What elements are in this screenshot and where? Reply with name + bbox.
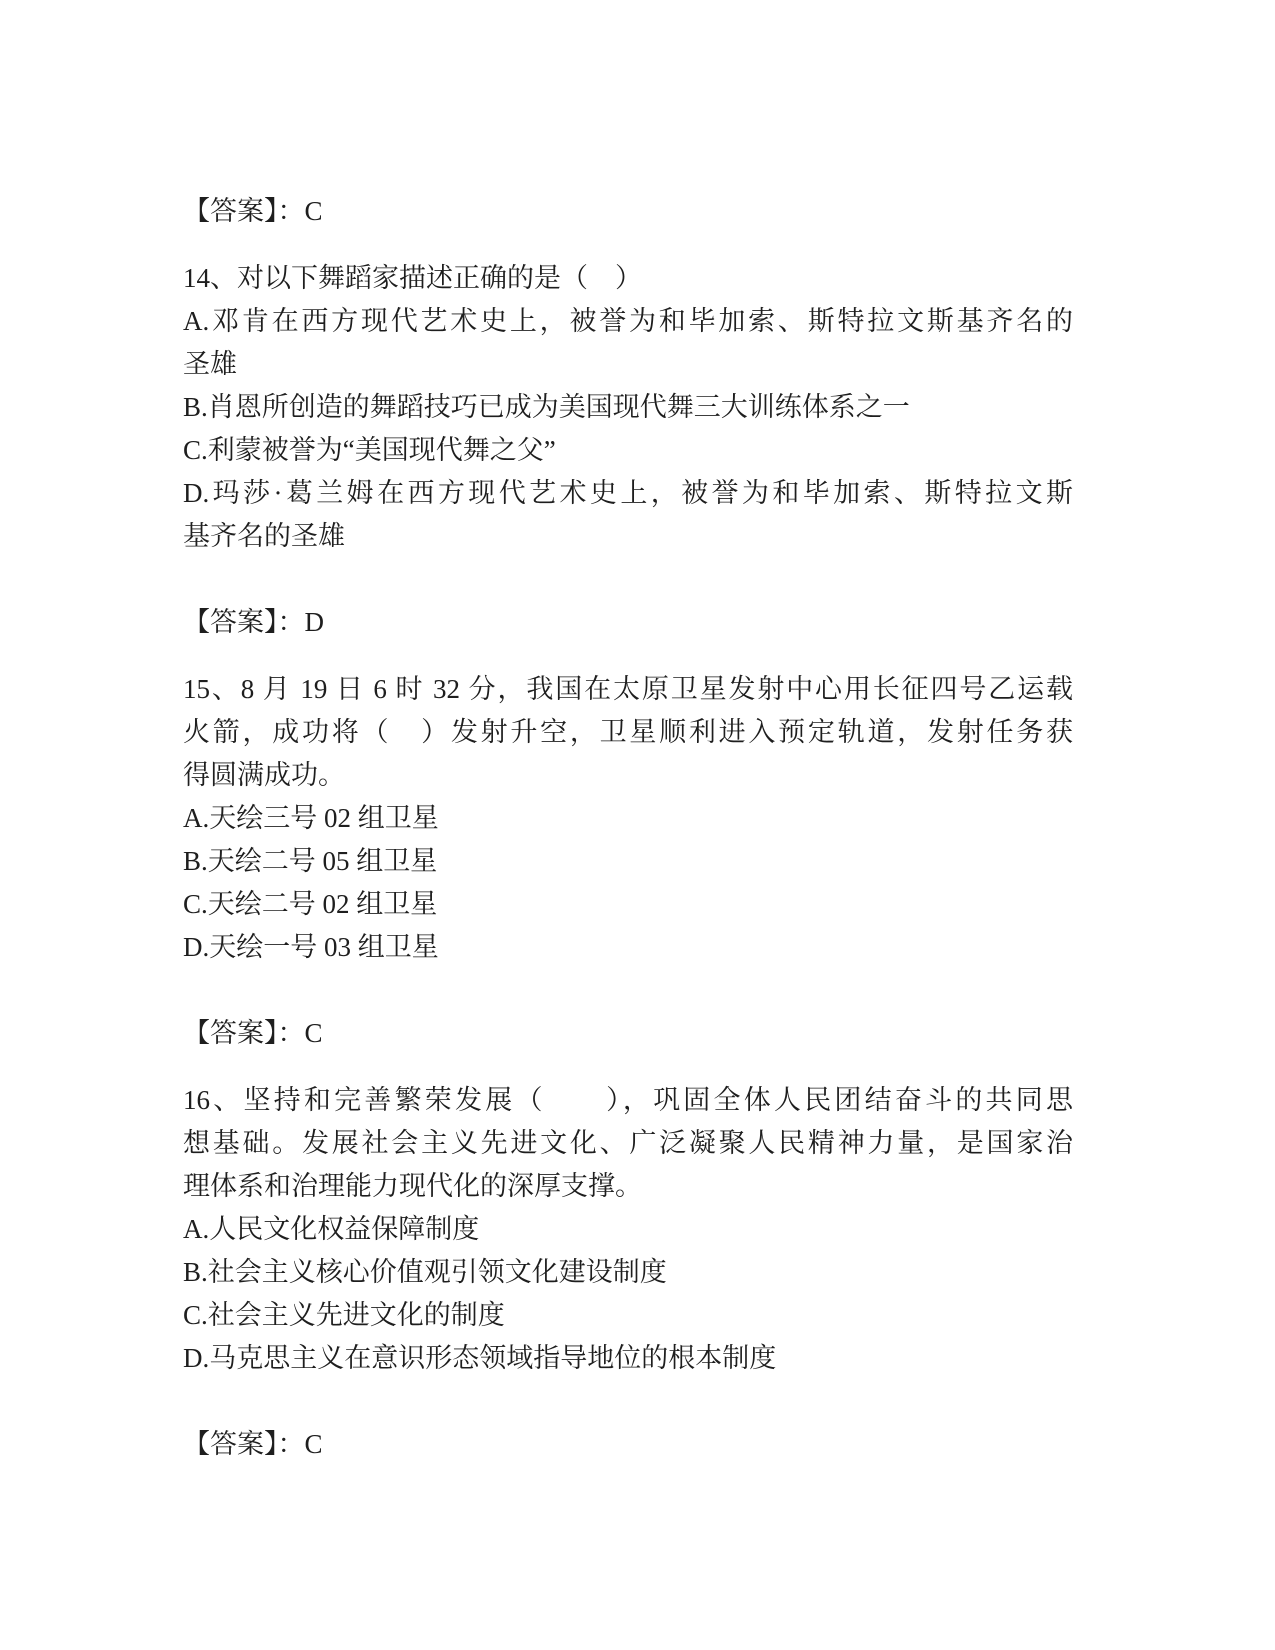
q14-stem: 14、对以下舞蹈家描述正确的是（ ） (183, 263, 642, 293)
answer-line-q13: 【答案】：C (183, 196, 323, 226)
q16-stem-line-2: 想基础。发展社会主义先进文化、广泛凝聚人民精神力量，是国家治 (183, 1128, 1073, 1158)
q15-option-d: D.天绘一号 03 组卫星 (183, 932, 439, 962)
q14-option-a-cont: 圣雄 (183, 349, 237, 379)
q15-stem-line-1: 15、8 月 19 日 6 时 32 分，我国在太原卫星发射中心用长征四号乙运载 (183, 674, 1073, 704)
q14-option-d-cont: 基齐名的圣雄 (183, 521, 345, 551)
q14-option-c: C.利蒙被誉为“美国现代舞之父” (183, 435, 556, 465)
q16-option-a: A.人民文化权益保障制度 (183, 1214, 480, 1244)
answer-line-q14: 【答案】：D (183, 607, 324, 637)
q15-option-a: A.天绘三号 02 组卫星 (183, 803, 439, 833)
question-16 (183, 1079, 1073, 1380)
q16-option-c: C.社会主义先进文化的制度 (183, 1300, 505, 1330)
q14-option-d: D.玛莎·葛兰姆在西方现代艺术史上，被誉为和毕加索、斯特拉文斯 (183, 478, 1073, 508)
question-15 (183, 668, 1073, 969)
answer-line-q16: 【答案】：C (183, 1429, 323, 1459)
q16-stem-line-3: 理体系和治理能力现代化的深厚支撑。 (183, 1171, 642, 1201)
exam-content (183, 147, 1073, 1466)
q14-option-a: A.邓肯在西方现代艺术史上，被誉为和毕加索、斯特拉文斯基齐名的 (183, 306, 1073, 336)
q15-stem-line-3: 得圆满成功。 (183, 760, 345, 790)
q15-option-b: B.天绘二号 05 组卫星 (183, 846, 438, 876)
answer-line-q15: 【答案】：C (183, 1018, 323, 1048)
q15-stem-line-2: 火箭，成功将（ ）发射升空，卫星顺利进入预定轨道，发射任务获 (183, 717, 1073, 747)
q15-option-c: C.天绘二号 02 组卫星 (183, 889, 438, 919)
q16-option-d: D.马克思主义在意识形态领域指导地位的根本制度 (183, 1343, 777, 1373)
q14-option-b: B.肖恩所创造的舞蹈技巧已成为美国现代舞三大训练体系之一 (183, 392, 910, 422)
q16-option-b: B.社会主义核心价值观引领文化建设制度 (183, 1257, 667, 1287)
question-14 (183, 257, 1073, 558)
q16-stem-line-1: 16、坚持和完善繁荣发展（ ），巩固全体人民团结奋斗的共同思 (183, 1085, 1073, 1115)
